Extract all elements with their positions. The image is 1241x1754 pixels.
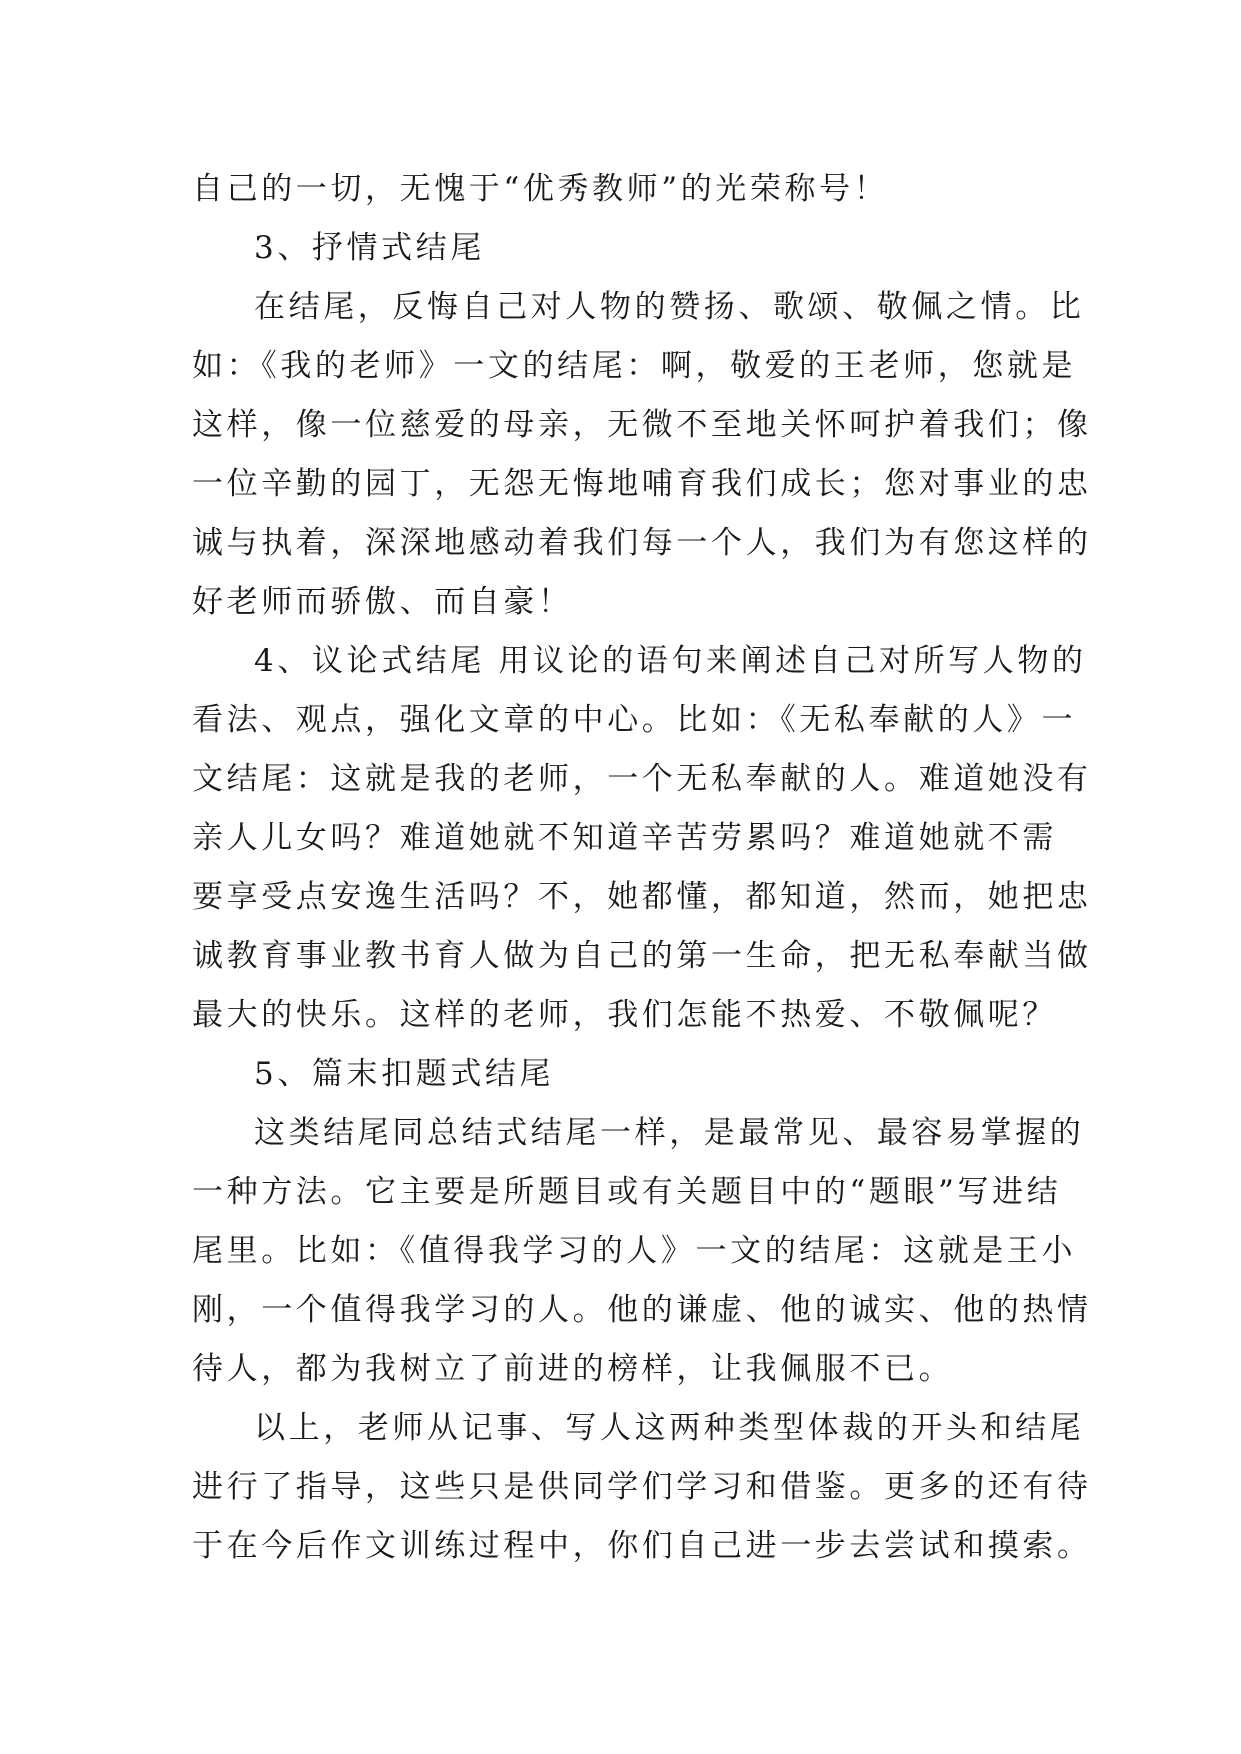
text-line: 这类结尾同总结式结尾一样，是最常见、最容易掌握的 (254, 1115, 1085, 1151)
text-line: 尾里。比如：《值得我学习的人》一文的结尾：这就是王小 (192, 1233, 1077, 1269)
text-line: 看法、观点，强化文章的中心。比如：《无私奉献的人》一 (192, 702, 1077, 738)
text-line: 最大的快乐。这样的老师，我们怎能不热爱、不敬佩呢？ (192, 997, 1057, 1033)
text-line: 3、抒情式结尾 (254, 230, 485, 266)
text-line: 5、篇末扣题式结尾 (254, 1056, 555, 1092)
text-line: 文结尾：这就是我的老师，一个无私奉献的人。难道她没有 (192, 761, 1092, 797)
text-line: 4、议论式结尾 用议论的语句来阐述自己对所写人物的 (254, 643, 1087, 679)
text-line: 于在今后作文训练过程中，你们自己进一步去尝试和摸索。 (192, 1528, 1092, 1564)
text-line: 待人，都为我树立了前进的榜样，让我佩服不已。 (192, 1351, 954, 1387)
text-line: 要享受点安逸生活吗？不，她都懂，都知道，然而，她把忠 (192, 879, 1092, 915)
text-line: 进行了指导，这些只是供同学们学习和借鉴。更多的还有待 (192, 1469, 1092, 1505)
text-line: 这样，像一位慈爱的母亲，无微不至地关怀呵护着我们；像 (192, 407, 1092, 443)
text-line: 如：《我的老师》一文的结尾：啊，敬爱的王老师，您就是 (192, 348, 1077, 384)
text-line: 在结尾，反悔自己对人物的赞扬、歌颂、敬佩之情。比 (254, 289, 1085, 325)
text-line: 亲人儿女吗？难道她就不知道辛苦劳累吗？难道她就不需 (192, 820, 1057, 856)
text-line: 一种方法。它主要是所题目或有关题目中的“题眼”写进结 (192, 1174, 1062, 1210)
document-body (192, 160, 1092, 1576)
text-line: 以上，老师从记事、写人这两种类型体裁的开头和结尾 (254, 1410, 1085, 1446)
text-line: 刚，一个值得我学习的人。他的谦虚、他的诚实、他的热情 (192, 1292, 1092, 1328)
text-line: 自己的一切，无愧于“优秀教师”的光荣称号！ (192, 171, 889, 207)
text-line: 诚教育事业教书育人做为自己的第一生命，把无私奉献当做 (192, 938, 1092, 974)
text-line: 好老师而骄傲、而自豪！ (192, 584, 573, 620)
text-line: 一位辛勤的园丁，无怨无悔地哺育我们成长；您对事业的忠 (192, 466, 1092, 502)
text-line: 诚与执着，深深地感动着我们每一个人，我们为有您这样的 (192, 525, 1092, 561)
